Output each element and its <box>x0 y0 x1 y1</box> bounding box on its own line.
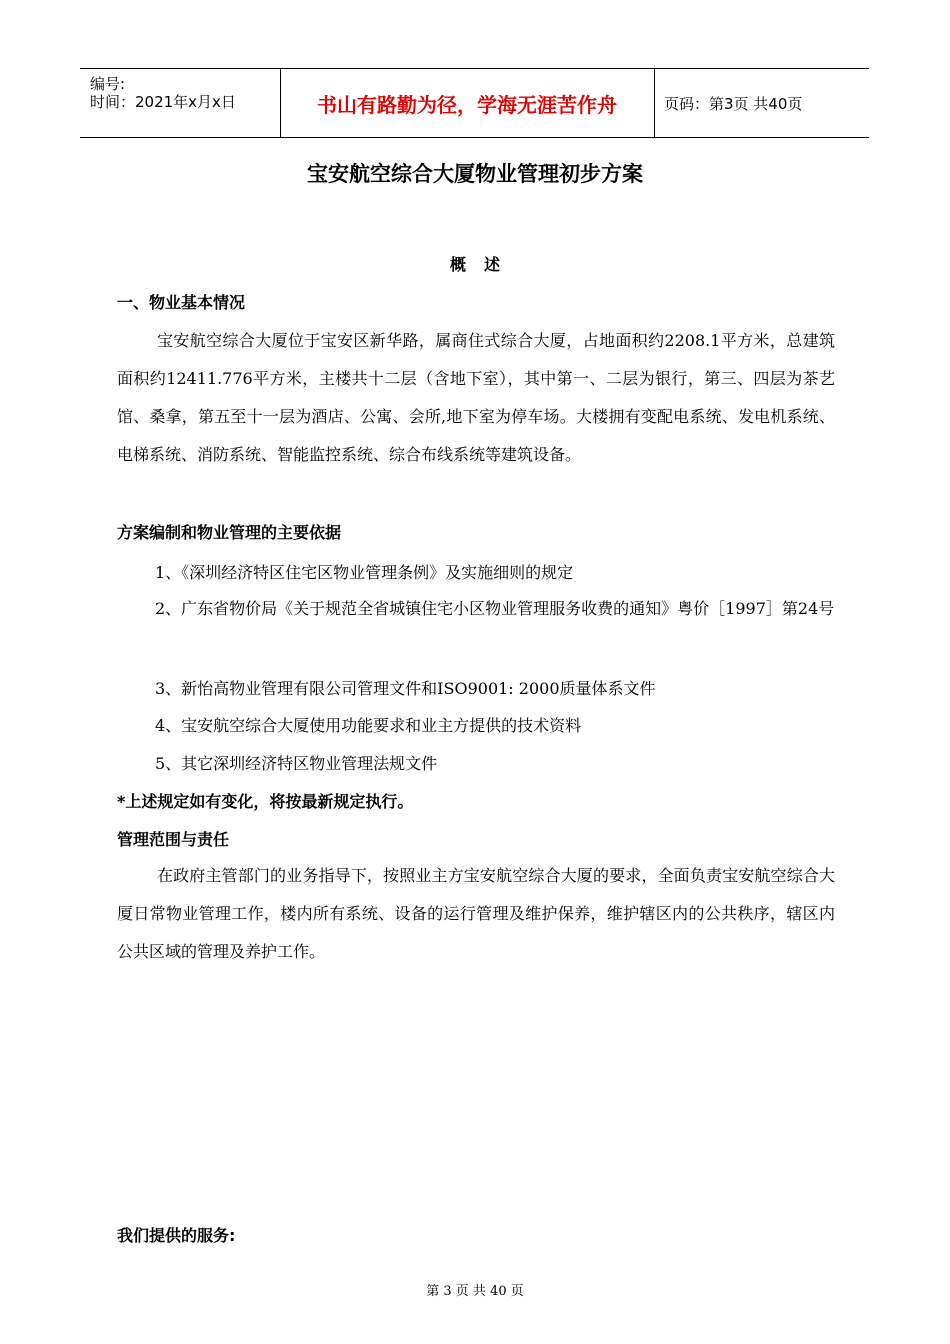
basis-item-3: 3、新怡高物业管理有限公司管理文件和ISO9001: 2000质量体系文件 <box>155 679 656 698</box>
document-time-label: 时间：2021年x月x日 <box>90 93 236 111</box>
page-header <box>80 68 869 138</box>
basis-item-5: 5、其它深圳经济特区物业管理法规文件 <box>155 754 438 773</box>
section-subtitle: 概述 <box>449 255 518 274</box>
section-heading-scope: 管理范围与责任 <box>117 830 230 849</box>
property-overview-paragraph: 宝安航空综合大厦位于宝安区新华路，属商住式综合大厦，占地面积约2208.1平方米，总建筑面积约12411.776平方米，主楼共十二层（含地下室），其中第一、二层为银行，第三、四层为茶艺馆、桑拿，第五至十一层为酒店、公寓、会所,地下室为停车场。大楼拥有变配电系统、发电机系统、电梯系统、消防系统、智能监控系统、综合布线系统等建筑设备。 <box>117 331 835 464</box>
basis-item-2: 2、广东省物价局《关于规范全省城镇住宅小区物业管理服务收费的通知》粤价［1997］第24号 <box>155 599 835 618</box>
section-heading-services: 我们提供的服务: <box>117 1226 236 1245</box>
page-footer: 第 3 页 共 40 页 <box>426 1284 524 1299</box>
header-motto: 书山有路勤为径，学海无涯苦作舟 <box>280 69 655 137</box>
document-number-label: 编号: <box>90 75 126 93</box>
scope-paragraph: 在政府主管部门的业务指导下，按照业主方宝安航空综合大厦的要求，全面负责宝安航空综合大厦日常物业管理工作，楼内所有系统、设备的运行管理及维护保养，维护辖区内的公共秩序，辖区内公共区域的管理及养护工作。 <box>117 866 835 961</box>
basis-item-1: 1、《深圳经济特区住宅区物业管理条例》及实施细则的规定 <box>155 563 574 582</box>
basis-note: *上述规定如有变化，将按最新规定执行。 <box>117 792 414 811</box>
document-title: 宝安航空综合大厦物业管理初步方案 <box>307 162 643 186</box>
header-meta-cell <box>80 69 281 137</box>
header-page-info: 页码：第3页 共40页 <box>664 94 803 113</box>
section-heading-basis: 方案编制和物业管理的主要依据 <box>117 523 342 542</box>
basis-item-4: 4、宝安航空综合大厦使用功能要求和业主方提供的技术资料 <box>155 716 582 735</box>
section-heading-property-overview: 一、物业基本情况 <box>117 293 246 312</box>
